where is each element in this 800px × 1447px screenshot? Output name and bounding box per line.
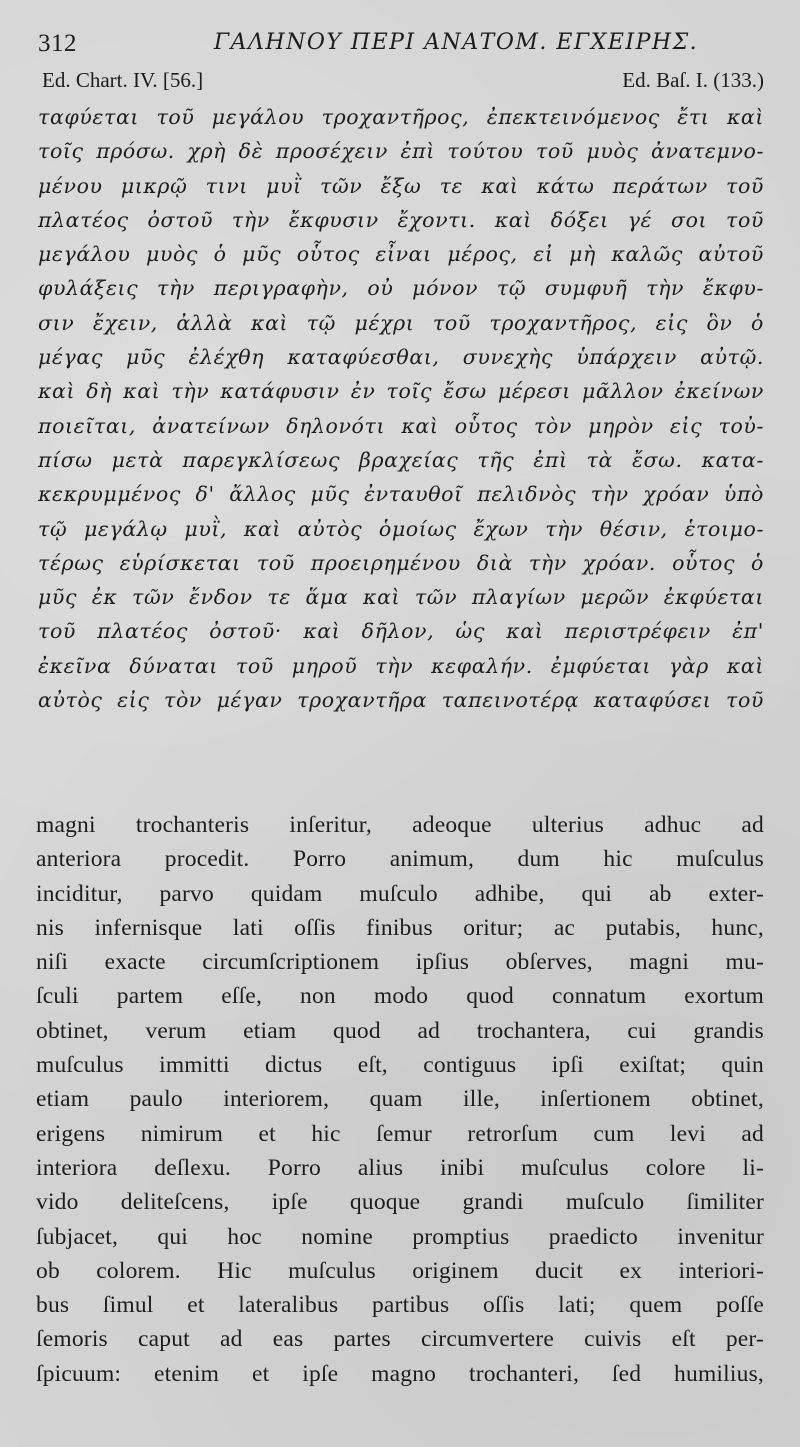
greek-line: αὐτὸς εἰς τὸν μέγαν τροχαντῆρα ταπεινοτέρᾳ καταφύσει τοῦ bbox=[38, 688, 764, 713]
latin-line: ob colorem. Hic muſculus originem ducit ex interiori- bbox=[36, 1257, 764, 1284]
greek-line: πλατέος ὀστοῦ τὴν ἔκφυσιν ἔχοντι. καὶ δόξει γέ σοι τοῦ bbox=[38, 207, 764, 232]
running-head bbox=[38, 26, 764, 66]
latin-line: magni trochanteris inſeritur, adeoque ulterius adhuc ad bbox=[36, 812, 764, 838]
greek-line: κεκρυμμένος δ' ἄλλος μῦς ἐνταυθοῖ πελιδνὸς τὴν χρόαν ὑπὸ bbox=[38, 482, 764, 507]
greek-line: μένου μικρῷ τινι μυῒ τῶν ἔξω τε καὶ κάτω περάτων τοῦ bbox=[38, 173, 764, 198]
latin-line: ſemoris caput ad eas partes circumvertere cuivis eſt per- bbox=[36, 1326, 764, 1353]
running-title: ΓΑΛΗΝΟΥ ΠΕΡΙ ΑΝΑΤΟΜ. ΕΓΧΕΙΡΗΣ. bbox=[213, 30, 699, 55]
latin-line: obtinet, verum etiam quod ad trochantera, cui grandis bbox=[36, 1017, 764, 1044]
latin-line: vido deliteſcens, ipſe quoque grandi muſculo ſimiliter bbox=[36, 1189, 764, 1216]
greek-line: ποιεῖται, ἀνατείνων δηλονότι καὶ οὗτος τὸν μηρὸν εἰς τοὐ- bbox=[38, 413, 764, 438]
edition-chart-reference: Ed. Chart. IV. [56.] bbox=[42, 68, 204, 92]
latin-line: bus ſimul et lateralibus partibus oſſis lati; quem poſſe bbox=[36, 1292, 764, 1319]
greek-line: τοῦ πλατέος ὀστοῦ· καὶ δῆλον, ὡς καὶ περιστρέφειν ἐπ' bbox=[38, 619, 764, 644]
greek-line: μέγας μῦς ἐλέχθη καταφύεσθαι, συνεχὴς ὑπάρχειν αὐτῷ. bbox=[38, 345, 764, 370]
greek-text-block bbox=[38, 100, 764, 717]
latin-line: etiam paulo interiorem, quam ille, inſertionem obtinet, bbox=[36, 1086, 764, 1113]
latin-line: nis infernisque lati oſſis finibus oritur; ac putabis, hunc, bbox=[36, 914, 764, 941]
latin-line: muſculus immitti dictus eſt, contiguus ipſi exiſtat; quin bbox=[36, 1052, 764, 1079]
greek-line: ταφύεται τοῦ μεγάλου τροχαντῆρος, ἐπεκτεινόμενος ἔτι καὶ bbox=[38, 105, 764, 129]
greek-line: σιν ἔχειν, ἀλλὰ καὶ τῷ μέχρι τοῦ τροχαντῆρος, εἰς ὃν ὁ bbox=[38, 310, 764, 335]
greek-line: μεγάλου μυὸς ὁ μῦς οὗτος εἶναι μέρος, εἰ μὴ καλῶς αὐτοῦ bbox=[38, 242, 764, 267]
greek-line: πίσω μετὰ παρεγκλίσεως βραχείας τῆς ἐπὶ τὰ ἔσω. κατα- bbox=[38, 447, 764, 472]
latin-line: erigens nimirum et hic ſemur retrorſum cum levi ad bbox=[36, 1120, 764, 1147]
latin-line: inciditur, parvo quidam muſculo adhibe, qui ab exter- bbox=[36, 880, 764, 907]
latin-line: ſpicuum: etenim et ipſe magno trochanteri, ſed humilius, bbox=[36, 1360, 764, 1387]
greek-line: καὶ δὴ καὶ τὴν κατάφυσιν ἐν τοῖς ἔσω μέρεσι μᾶλλον ἐκείνων bbox=[38, 379, 764, 404]
latin-line: anteriora procedit. Porro animum, dum hic muſculus bbox=[36, 846, 764, 873]
greek-line: μῦς ἐκ τῶν ἔνδον τε ἅμα καὶ τῶν πλαγίων μερῶν ἐκφύεται bbox=[38, 585, 764, 610]
greek-line: ἐκεῖνα δύναται τοῦ μηροῦ τὴν κεφαλήν. ἐμφύεται γὰρ καὶ bbox=[38, 653, 764, 678]
latin-translation-block bbox=[36, 808, 764, 1391]
latin-line: interiora deſlexu. Porro alius inibi muſculus colore li- bbox=[36, 1154, 764, 1181]
latin-line: ſubjacet, qui hoc nomine promptius praedicto invenitur bbox=[36, 1223, 764, 1250]
edition-references bbox=[38, 66, 764, 100]
greek-line: φυλάξεις τὴν περιγραφὴν, οὐ μόνον τῷ συμφυῆ τὴν ἔκφυ- bbox=[38, 276, 764, 301]
latin-line: niſi exacte circumſcriptionem ipſius obſerves, magni mu- bbox=[36, 949, 764, 976]
latin-line: ſculi partem eſſe, non modo quod connatum exortum bbox=[36, 983, 764, 1010]
greek-line: τῷ μεγάλῳ μυῒ, καὶ αὐτὸς ὁμοίως ἔχων τὴν θέσιν, ἑτοιμο- bbox=[38, 516, 764, 541]
greek-line: τοῖς πρόσω. χρὴ δὲ προσέχειν ἐπὶ τούτου τοῦ μυὸς ἀνατεμνο- bbox=[38, 139, 764, 164]
page-number: 312 bbox=[38, 30, 77, 57]
edition-basel-reference: Ed. Baſ. I. (133.) bbox=[622, 68, 764, 92]
greek-line: τέρως εὑρίσκεται τοῦ προειρημένου διὰ τὴν χρόαν. οὗτος ὁ bbox=[38, 550, 764, 575]
